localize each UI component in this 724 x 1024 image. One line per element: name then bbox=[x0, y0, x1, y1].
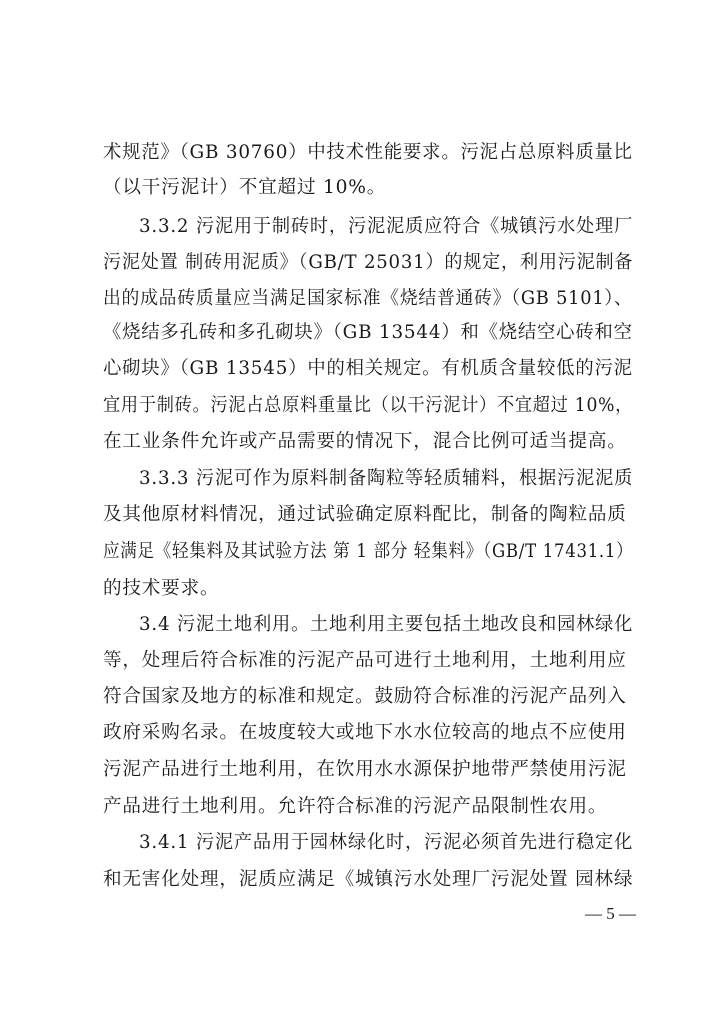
text-line-8: 宜用于制砖。污泥占总原料重量比（以干污泥计）不宜超过 10%， bbox=[103, 395, 634, 416]
text-line-11: 及其他原材料情况，通过试验确定原料配比，制备的陶粒品质 bbox=[103, 504, 627, 525]
text-line-13: 的技术要求。 bbox=[103, 578, 220, 599]
text-line-21: 和无害化处理，泥质应满足《城镇污水处理厂污泥处置 园林绿 bbox=[103, 869, 634, 890]
text-line-3: 3.3.2 污泥用于制砖时，污泥泥质应符合《城镇污水处理厂 bbox=[139, 216, 634, 237]
text-line-7: 心砌块》（GB 13545）中的相关规定。有机质含量较低的污泥 bbox=[103, 358, 633, 379]
text-line-2: （以干污泥计）不宜超过 10%。 bbox=[103, 177, 387, 198]
text-line-10: 3.3.3 污泥可作为原料制备陶粒等轻质辅料，根据污泥泥质 bbox=[139, 468, 634, 489]
text-line-5: 出的成品砖质量应当满足国家标准《烧结普通砖》（GB 5101）、 bbox=[103, 288, 633, 309]
text-line-14: 3.4 污泥土地利用。土地利用主要包括土地改良和园林绿化 bbox=[139, 614, 634, 635]
text-line-9: 在工业条件允许或产品需要的情况下，混合比例可适当提高。 bbox=[103, 431, 627, 452]
text-line-16: 符合国家及地方的标准和规定。鼓励符合标准的污泥产品列入 bbox=[103, 686, 627, 707]
text-line-12: 应满足《轻集料及其试验方法 第 1 部分 轻集料》（GB/T 17431.1） bbox=[103, 541, 634, 562]
text-line-19: 产品进行土地利用。允许符合标准的污泥产品限制性农用。 bbox=[103, 796, 608, 817]
text-line-6: 《烧结多孔砖和多孔砌块》（GB 13544）和《烧结空心砖和空 bbox=[103, 322, 633, 343]
text-line-20: 3.4.1 污泥产品用于园林绿化时，污泥必须首先进行稳定化 bbox=[139, 832, 634, 853]
text-line-4: 污泥处置 制砖用泥质》（GB/T 25031）的规定，利用污泥制备 bbox=[103, 252, 634, 273]
text-line-1: 术规范》（GB 30760）中技术性能要求。污泥占总原料质量比 bbox=[103, 142, 633, 163]
text-line-17: 政府采购名录。在坡度较大或地下水水位较高的地点不应使用 bbox=[103, 722, 627, 743]
text-line-15: 等，处理后符合标准的污泥产品可进行土地利用，土地利用应 bbox=[103, 650, 627, 671]
page-number: — 5 — bbox=[585, 904, 636, 923]
text-line-18: 污泥产品进行土地利用，在饮用水水源保护地带严禁使用污泥 bbox=[103, 759, 627, 780]
